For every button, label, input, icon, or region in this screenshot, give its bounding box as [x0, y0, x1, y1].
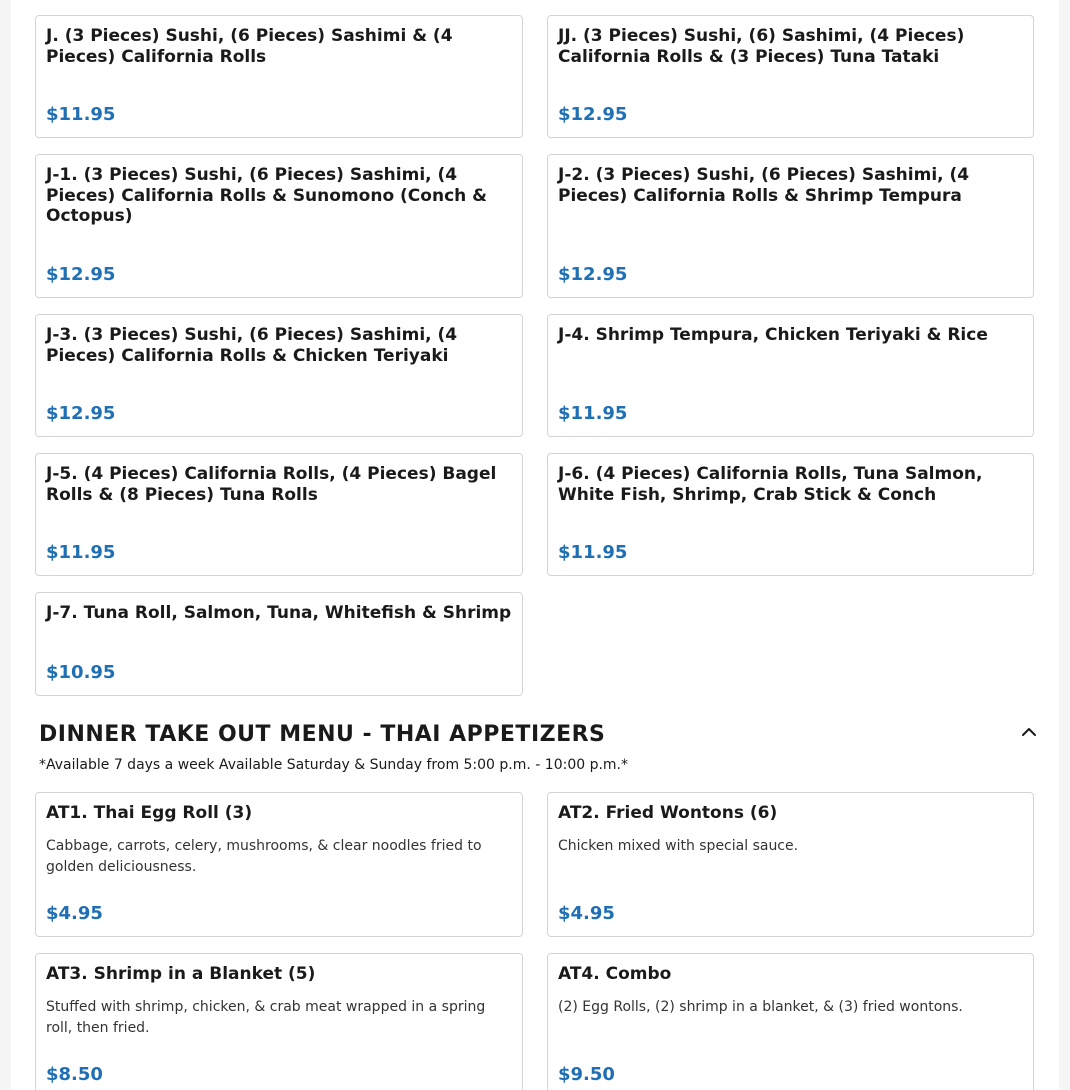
menu-item-name: J-2. (3 Pieces) Sushi, (6 Pieces) Sashimi, (4 Pieces) California Rolls & Shrimp Tempura	[558, 165, 970, 206]
menu-item-description: Cabbage, carrots, celery, mushrooms, & clear noodles fried to golden deliciousness.	[46, 837, 482, 875]
section-availability-note: *Available 7 days a week Available Saturday & Sunday from 5:00 p.m. - 10:00 p.m.*	[39, 757, 629, 773]
menu-item-card[interactable]	[547, 453, 1034, 576]
menu-item-name: J-4. Shrimp Tempura, Chicken Teriyaki & Rice	[558, 325, 988, 345]
thai-appetizers-grid	[11, 792, 1034, 1090]
menu-item-name: J-5. (4 Pieces) California Rolls, (4 Pieces) Bagel Rolls & (8 Pieces) Tuna Rolls	[46, 464, 497, 505]
menu-item-card[interactable]	[35, 592, 523, 696]
menu-item-name: AT1. Thai Egg Roll (3)	[46, 803, 253, 823]
menu-item-card[interactable]	[547, 154, 1034, 298]
menu-item-price: $8.50	[46, 1064, 103, 1085]
menu-item-card[interactable]	[35, 15, 523, 138]
menu-item-price: $11.95	[558, 542, 628, 563]
menu-item-price: $11.95	[46, 104, 116, 125]
menu-item-price: $9.50	[558, 1064, 615, 1085]
menu-item-card[interactable]	[35, 953, 523, 1090]
menu-item-name: J-7. Tuna Roll, Salmon, Tuna, Whitefish & Shrimp	[46, 603, 512, 623]
menu-item-price: $11.95	[46, 542, 116, 563]
menu-item-card[interactable]	[547, 792, 1034, 937]
menu-item-card[interactable]	[547, 15, 1034, 138]
chevron-up-icon[interactable]	[1019, 722, 1039, 742]
menu-item-description: Chicken mixed with special sauce.	[558, 837, 799, 854]
menu-item-name: AT3. Shrimp in a Blanket (5)	[46, 964, 316, 984]
menu-item-price: $10.95	[46, 662, 116, 683]
menu-item-card[interactable]	[547, 314, 1034, 437]
menu-item-name: J. (3 Pieces) Sushi, (6 Pieces) Sashimi & (4 Pieces) California Rolls	[46, 26, 453, 67]
menu-item-card[interactable]	[35, 792, 523, 937]
menu-item-card[interactable]	[35, 453, 523, 576]
thai-appetizers-header	[39, 722, 1039, 773]
menu-item-name: AT4. Combo	[558, 964, 672, 984]
menu-item-name: J-1. (3 Pieces) Sushi, (6 Pieces) Sashimi, (4 Pieces) California Rolls & Sunomono (Conch & Octopus)	[46, 165, 487, 226]
menu-item-name: J-3. (3 Pieces) Sushi, (6 Pieces) Sashimi, (4 Pieces) California Rolls & Chicken Teriyaki	[46, 325, 458, 366]
menu-page	[11, 0, 1059, 1090]
menu-item-name: AT2. Fried Wontons (6)	[558, 803, 778, 823]
menu-item-card[interactable]	[547, 953, 1034, 1090]
section-title: DINNER TAKE OUT MENU - THAI APPETIZERS	[39, 722, 606, 747]
menu-item-description: Stuffed with shrimp, chicken, & crab meat wrapped in a spring roll, then fried.	[46, 998, 486, 1036]
menu-item-price: $11.95	[558, 403, 628, 424]
menu-item-card[interactable]	[35, 314, 523, 437]
menu-item-price: $12.95	[558, 104, 628, 125]
menu-item-price: $12.95	[558, 264, 628, 285]
menu-item-price: $4.95	[558, 903, 615, 924]
menu-item-name: J-6. (4 Pieces) California Rolls, Tuna Salmon, White Fish, Shrimp, Crab Stick & Conch	[558, 464, 983, 505]
menu-item-price: $12.95	[46, 264, 116, 285]
menu-item-card[interactable]	[35, 154, 523, 298]
menu-item-name: JJ. (3 Pieces) Sushi, (6) Sashimi, (4 Pieces) California Rolls & (3 Pieces) Tuna Tataki	[558, 26, 965, 67]
menu-item-price: $12.95	[46, 403, 116, 424]
combo-menu-grid	[11, 15, 1034, 696]
menu-item-description: (2) Egg Rolls, (2) shrimp in a blanket, & (3) fried wontons.	[558, 998, 963, 1015]
menu-item-price: $4.95	[46, 903, 103, 924]
